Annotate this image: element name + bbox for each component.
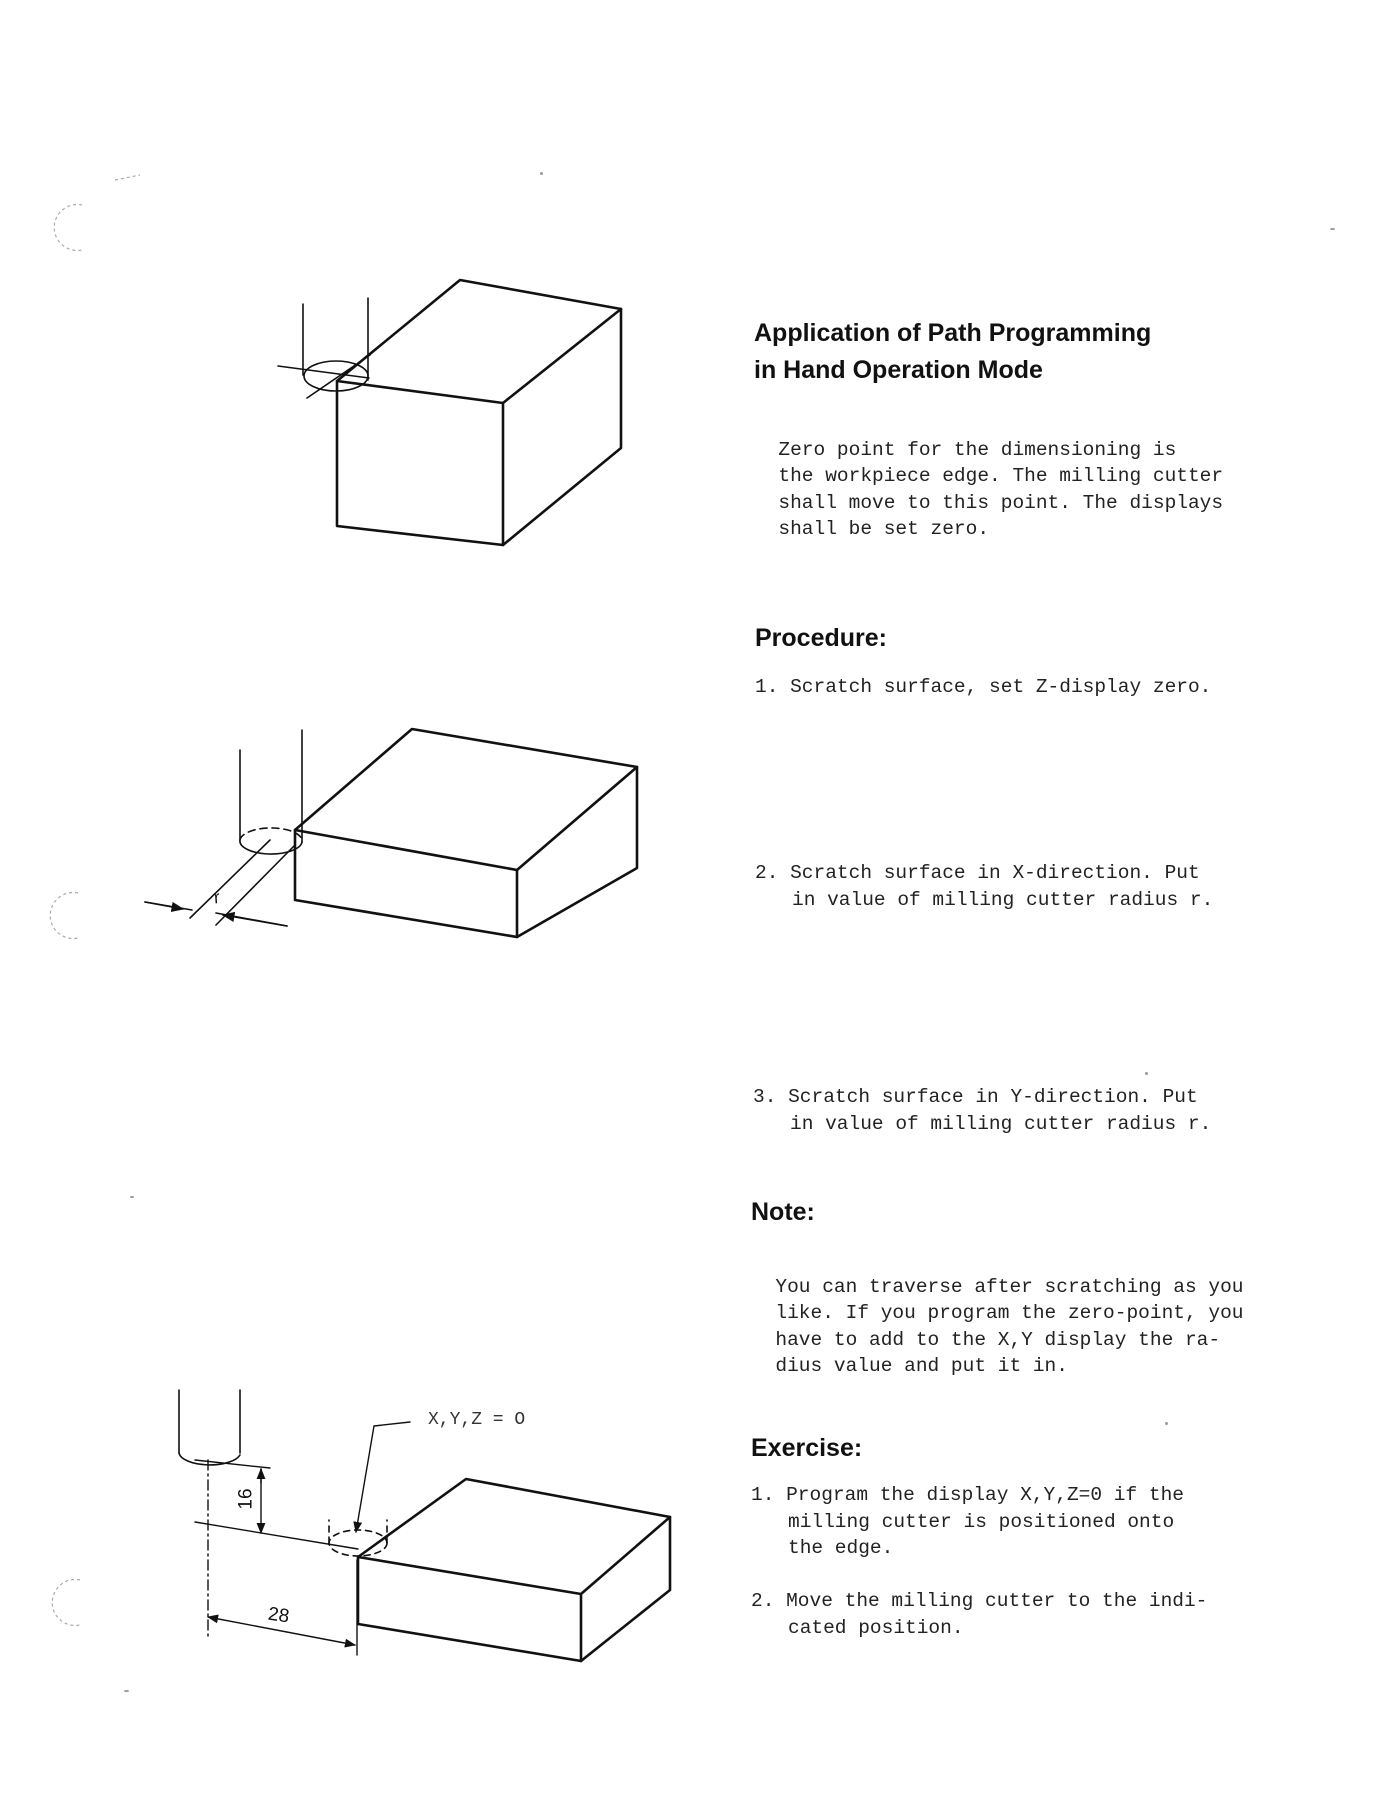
step-text: 3. Scratch surface in Y-direction. Put [753,1086,1198,1108]
figure-2-block [295,729,637,937]
figure-3-cutter [179,1390,240,1465]
figure-1-cutter-on-corner [278,280,621,545]
intro-line: shall move to this point. The displays [778,491,1224,514]
scan-speck [540,172,543,175]
figure-3-zero-callout: X,Y,Z = O [428,1410,526,1430]
procedure-step-3 [753,1084,1211,1137]
page-title [754,315,1151,389]
scan-speck [1165,1422,1168,1425]
step-text: 1. Scratch surface, set Z-display zero. [755,676,1212,698]
step-text: cated position. [788,1616,964,1639]
note-line: like. If you program the zero-point, you [775,1302,1244,1324]
step-text: in value of milling cutter radius r. [792,888,1214,911]
procedure-step-2 [755,860,1213,913]
note-paragraph [752,1247,1243,1380]
note-heading: Note: [751,1198,815,1226]
note-line: have to add to the X,Y display the ra- [775,1328,1221,1351]
figure-1-block [337,280,621,545]
exercise-step-2 [751,1588,1207,1641]
exercise-heading: Exercise: [751,1434,863,1462]
step-text: 2. Scratch surface in X-direction. Put [755,862,1200,884]
scan-speck [130,1196,134,1198]
figure-2-cutter [190,730,302,925]
binder-hole-marks [50,175,140,1626]
page-title-line-2: in Hand Operation Mode [754,356,1043,384]
scan-speck [124,1690,129,1692]
intro-line: the workpiece edge. The milling cutter [778,465,1224,487]
intro-paragraph [755,410,1223,543]
figure-2-radius-label: r [211,887,222,908]
figure-3-dimension-lines [195,1422,410,1655]
figure-3-dim-vertical-16: 16 [235,1488,257,1510]
step-text: 1. Program the display X,Y,Z=0 if the [751,1484,1184,1506]
intro-line: Zero point for the dimensioning is [778,438,1177,461]
page-title-line-1: Application of Path Programming [754,319,1152,347]
scan-speck [1330,228,1335,230]
step-text: the edge. [788,1537,894,1559]
note-line: You can traverse after scratching as you [775,1275,1244,1298]
step-text: in value of milling cutter radius r. [790,1112,1212,1135]
procedure-step-1 [755,674,1211,701]
step-text: 2. Move the milling cutter to the indi- [751,1590,1208,1612]
figure-3-dim-horizontal-28: 28 [266,1603,291,1628]
procedure-heading: Procedure: [755,624,887,652]
note-line: dius value and put it in. [775,1355,1068,1377]
scan-speck [1145,1072,1148,1075]
figure-3-block [358,1479,670,1661]
figure-3-zero-position-circle [329,1520,387,1556]
figure-3-zero-point-offset [179,1390,670,1661]
step-text: milling cutter is positioned onto [788,1510,1175,1533]
exercise-step-1 [751,1482,1184,1562]
intro-line: shall be set zero. [778,518,990,540]
